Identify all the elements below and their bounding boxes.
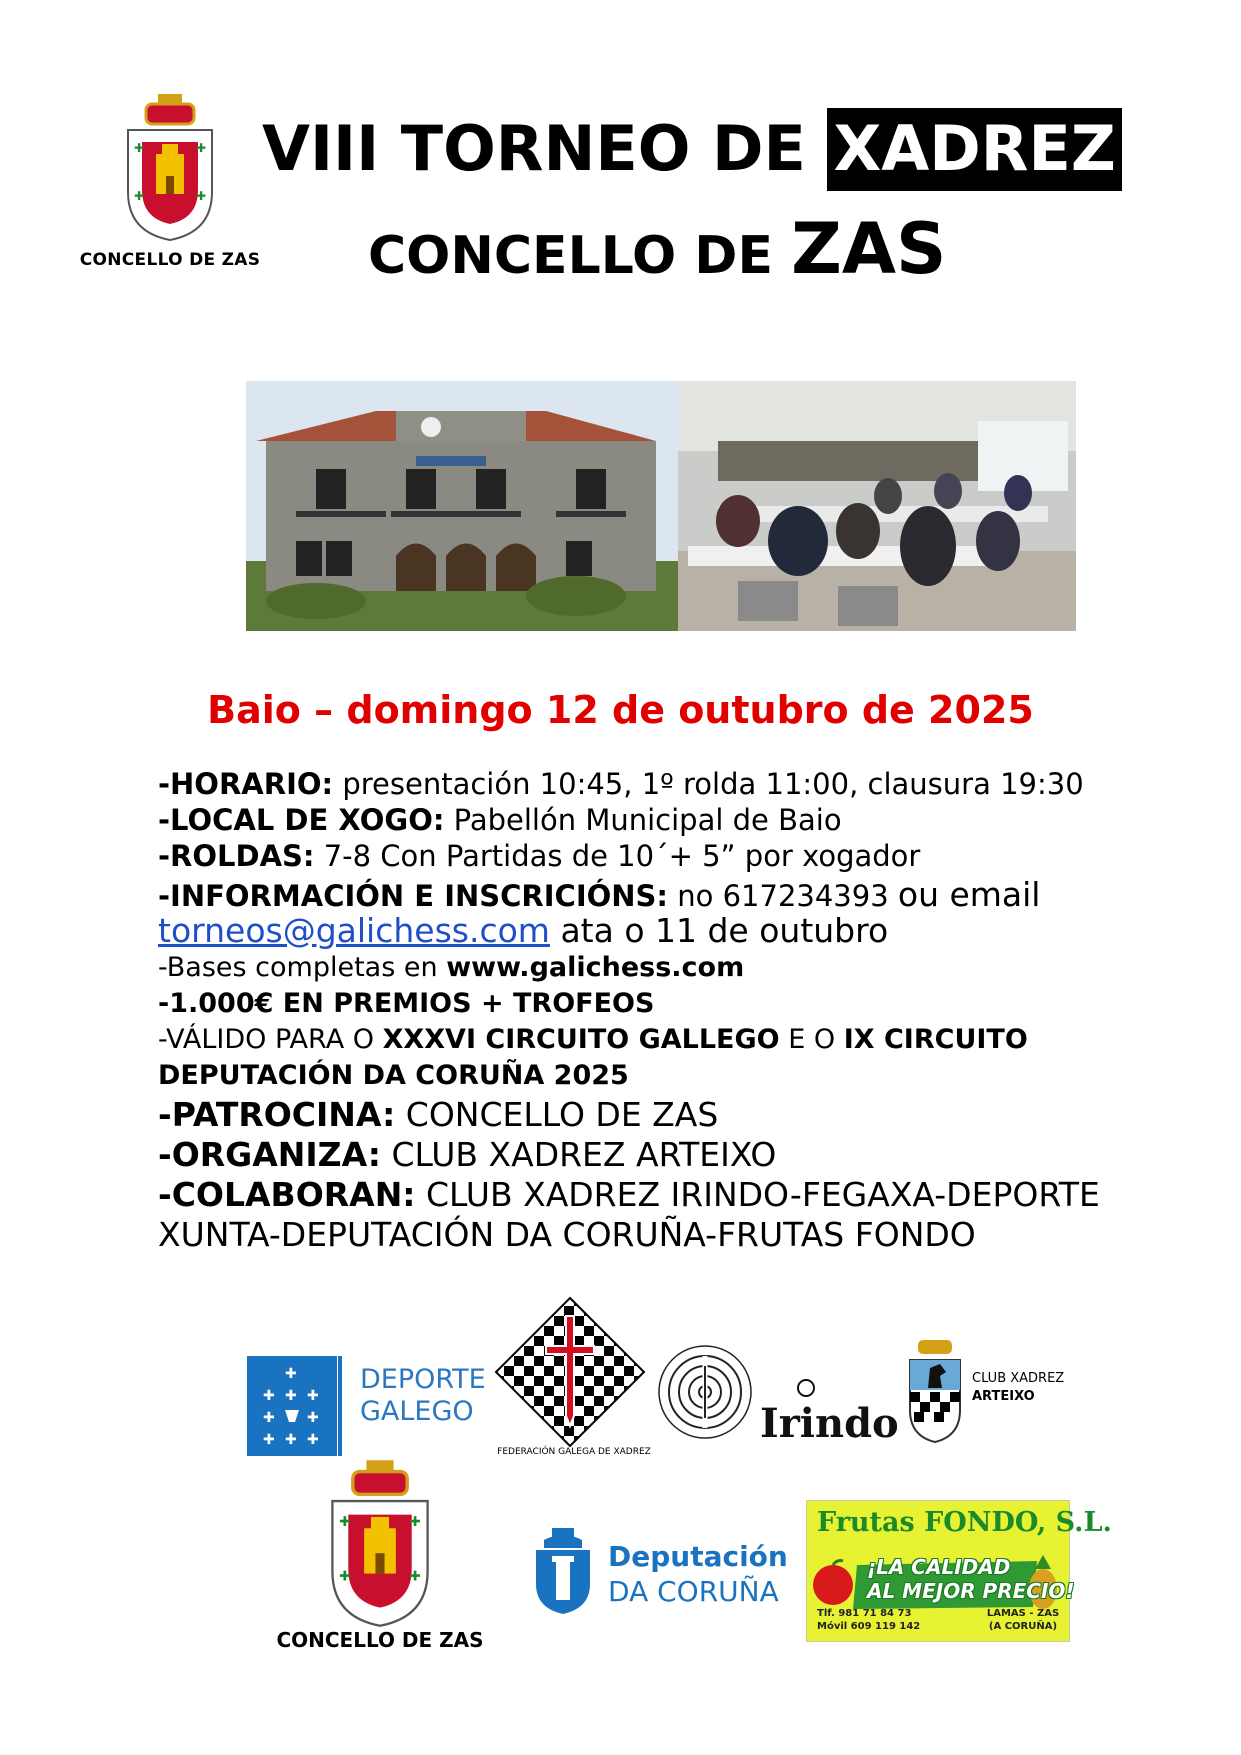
premios-line xyxy=(158,990,1168,1026)
svg-text:✚: ✚ xyxy=(307,1432,319,1448)
concello-zas-label: CONCELLO DE ZAS xyxy=(79,250,261,270)
title2-big: ZAS xyxy=(791,208,947,290)
deputacion-line2: DA CORUÑA xyxy=(608,1575,779,1608)
title2-prefix: CONCELLO DE xyxy=(368,226,773,286)
patrocina-label: -PATROCINA: xyxy=(158,1095,396,1134)
fegaxa-chessboard-logo-icon xyxy=(494,1296,646,1448)
svg-text:✚: ✚ xyxy=(307,1388,319,1404)
fegaxa-label: FEDERACIÓN GALEGA DE XADREZ xyxy=(497,1447,651,1457)
organiza-label: -ORGANIZA: xyxy=(158,1135,381,1174)
horario-line xyxy=(158,767,1168,806)
inscricions-email-label: ou email xyxy=(897,875,1041,914)
svg-text:✚: ✚ xyxy=(307,1410,319,1426)
frutas-movil: Móvil 609 119 142 xyxy=(817,1621,921,1632)
horario-label: -HORARIO: xyxy=(158,767,334,801)
svg-text:✚: ✚ xyxy=(285,1432,297,1448)
organiza-value: CLUB XADREZ ARTEIXO xyxy=(391,1135,777,1174)
deporte-galego-line2: GALEGO xyxy=(360,1396,474,1427)
svg-text:✚: ✚ xyxy=(196,141,207,155)
frutas-place xyxy=(983,1607,1063,1633)
email-link[interactable]: torneos@galichess.com xyxy=(158,911,550,950)
bases-url[interactable]: www.galichess.com xyxy=(446,952,745,983)
valido-circuito1: XXXVI CIRCUITO GALLEGO xyxy=(382,1024,780,1055)
deporte-galego-text xyxy=(360,1364,486,1428)
roldas-line xyxy=(158,839,1168,878)
svg-text:✚: ✚ xyxy=(285,1366,297,1382)
bases-prefix: -Bases completas en xyxy=(158,952,438,983)
valido-line2 xyxy=(158,1062,1168,1098)
valido-circuito2: IX CIRCUITO xyxy=(843,1024,1028,1055)
frutas-phones xyxy=(817,1607,920,1633)
inscricions-phone: no 617234393 xyxy=(677,879,889,913)
xunta-galicia-logo-icon xyxy=(247,1356,337,1456)
svg-text:✚: ✚ xyxy=(285,1388,297,1404)
frutas-slogan2: AL MEJOR PRECIO! xyxy=(867,1579,1075,1603)
horario-value: presentación 10:45, 1º rolda 11:00, clausura 19:30 xyxy=(342,767,1084,801)
concello-zas-crest-icon xyxy=(118,92,222,242)
deporte-galego-line1: DEPORTE xyxy=(360,1364,486,1395)
title-highlight: XADREZ xyxy=(827,108,1121,191)
club-xadrez-arteixo-logo-icon xyxy=(906,1336,964,1444)
event-date: Baio – domingo 12 de outubro de 2025 xyxy=(207,688,1034,732)
colaboran-value: CLUB XADREZ IRINDO-FEGAXA-DEPORTE xyxy=(426,1175,1100,1214)
svg-text:✚: ✚ xyxy=(409,1514,421,1530)
organiza-line xyxy=(158,1135,1168,1178)
frutas-place1: LAMAS - ZAS xyxy=(986,1608,1060,1619)
chess-players-photo xyxy=(678,381,1076,631)
deputacion-coruna-logo-icon xyxy=(530,1526,596,1616)
local-label: -LOCAL DE XOGO: xyxy=(158,803,445,837)
colaboran-line2 xyxy=(158,1215,1168,1258)
frutas-title: Frutas FONDO, S.L. xyxy=(817,1507,1112,1538)
bases-line xyxy=(158,954,1168,990)
svg-text:✚: ✚ xyxy=(339,1514,351,1530)
concello-zas-crest-bottom-icon xyxy=(320,1458,440,1628)
svg-text:✚: ✚ xyxy=(263,1432,275,1448)
local-line xyxy=(158,803,1168,842)
colaboran-label: -COLABORAN: xyxy=(158,1175,416,1214)
frutas-slogan1: ¡LA CALIDAD xyxy=(867,1555,1011,1579)
local-value: Pabellón Municipal de Baio xyxy=(453,803,842,837)
svg-text:✚: ✚ xyxy=(339,1568,351,1585)
patrocina-value: CONCELLO DE ZAS xyxy=(405,1095,719,1134)
roldas-value: 7-8 Con Partidas de 10´+ 5” por xogador xyxy=(323,839,921,873)
valido-prefix: -VÁLIDO PARA O xyxy=(158,1024,374,1055)
patrocina-line xyxy=(158,1095,1168,1138)
frutas-place2: (A CORUÑA) xyxy=(988,1621,1058,1632)
colaboran-line xyxy=(158,1175,1168,1218)
svg-text:✚: ✚ xyxy=(134,141,145,155)
arteixo-line1: CLUB XADREZ xyxy=(972,1371,1065,1386)
inscricions-label: -INFORMACIÓN E INSCRICIÓNS: xyxy=(158,879,669,913)
deputacion-line1: Deputación xyxy=(608,1540,788,1573)
asociacion-deportiva-lamas-logo-icon xyxy=(650,1330,760,1450)
svg-text:✚: ✚ xyxy=(196,189,207,203)
tournament-info xyxy=(158,767,1168,1258)
irindo-text: Irindo xyxy=(760,1400,899,1447)
svg-text:✚: ✚ xyxy=(409,1568,421,1585)
premios-value: -1.000€ EN PREMIOS + TROFEOS xyxy=(158,988,655,1019)
valido-line2-text: DEPUTACIÓN DA CORUÑA 2025 xyxy=(158,1060,629,1091)
valido-line xyxy=(158,1026,1168,1062)
xunta-divider xyxy=(338,1356,342,1456)
svg-text:✚: ✚ xyxy=(263,1388,275,1404)
frutas-fondo-ad xyxy=(806,1500,1112,1642)
email-suffix: ata o 11 de outubro xyxy=(560,911,889,950)
valido-mid: E O xyxy=(788,1024,836,1055)
title-prefix: VIII TORNEO DE xyxy=(262,112,806,185)
inscricions-line xyxy=(158,875,1168,914)
colaboran-line2-text: XUNTA-DEPUTACIÓN DA CORUÑA-FRUTAS FONDO xyxy=(158,1215,976,1254)
roldas-label: -ROLDAS: xyxy=(158,839,315,873)
arteixo-line2: ARTEIXO xyxy=(972,1389,1035,1404)
concello-zas-bottom-label: CONCELLO DE ZAS xyxy=(276,1628,484,1652)
town-hall-photo xyxy=(246,381,678,631)
email-line xyxy=(158,911,1168,954)
svg-text:✚: ✚ xyxy=(134,189,145,203)
tournament-title-line2 xyxy=(368,208,947,290)
svg-text:✚: ✚ xyxy=(263,1410,275,1426)
frutas-tel: Tlf. 981 71 84 73 xyxy=(817,1608,912,1619)
tournament-title-line1 xyxy=(262,112,1122,185)
